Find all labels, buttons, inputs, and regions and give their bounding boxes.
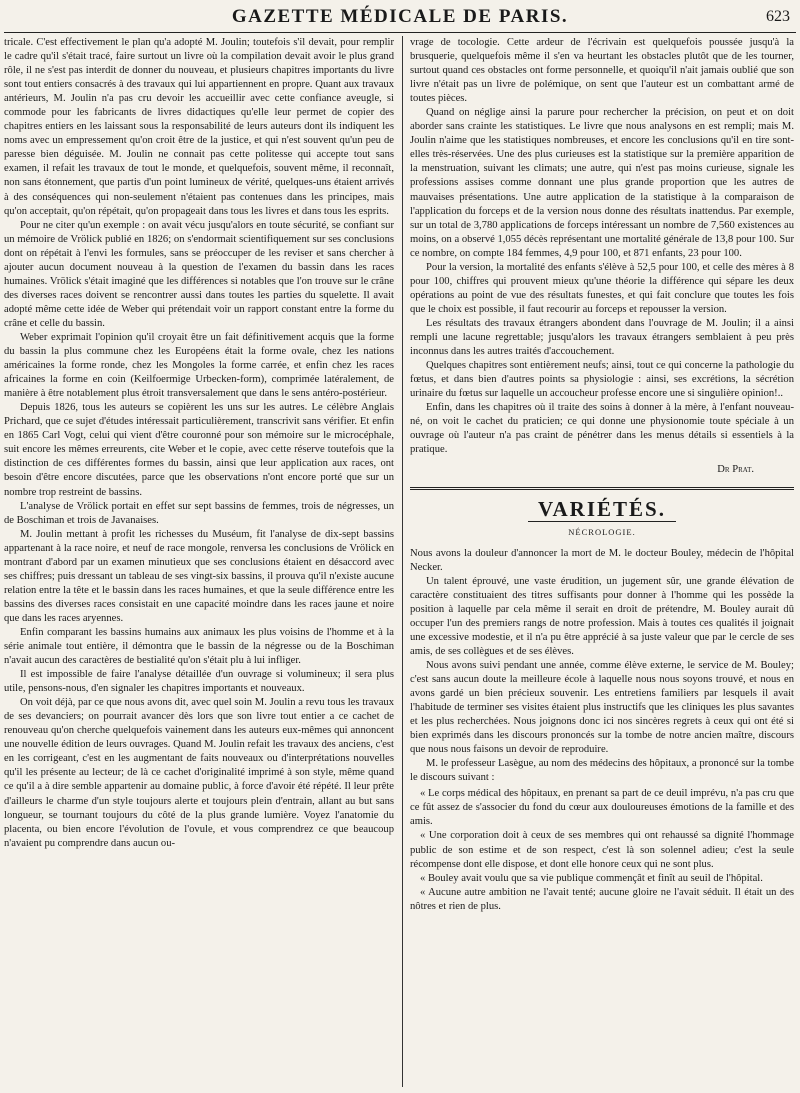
paragraph: Un talent éprouvé, une vaste érudition, un jugement sûr, une grande élévation de caractère constituaient des titres suffisants pour donner à l'homme qui les possède la position à laquelle par cela même il serait en droit de prétendre, M. Bouley aurait dû occuper l'un des premiers rangs de notre profession. Mais à toutes ces qualités il joignait une excessive modestie, et il n'a pu être apprécié à sa juste valeur que par le cercle de ses amis, de ses collègues et de ses élèves. (410, 575, 794, 657)
speech-paragraph: « Le corps médical des hôpitaux, en prenant sa part de ce deuil imprévu, n'a pas cru que ce fût assez de s'associer du fond du cœur aux douloureuses émotions de la famille et des amis. (410, 788, 794, 828)
paragraph: Weber exprimait l'opinion qu'il croyait être un fait définitivement acquis que la forme du bassin la plus commune chez les Européens était la forme ovale, chez les nations américaines la forme ronde, chez les Mongoles la forme carrée, et enfin chez les races africaines la forme en coin (Keilfoermige Urbecken-form), comprimée latéralement, de manière à être notablement plus étroit transversalement que dans le sens antéro-postérieur. (4, 331, 394, 400)
paragraph: M. Joulin mettant à profit les richesses du Muséum, fit l'analyse de dix-sept bassins appartenant à la race noire, et neuf de race mongole, renversa les conclusions de Vrölick en montrant d'abord par un examen minutieux que ses conclusions étaient en désaccord avec ses chiffres; puis dressant un tableau de ses vingt-six bassins, il prouva qu'il n'existe aucune relation entre la tête et le bassin dans les races humaines, et que la seule différence entre les bassins des diverses races consistait en une capacité moindre dans les races jaune et noire que dans les races aryennes. (4, 528, 394, 624)
paragraph: Pour ne citer qu'un exemple : on avait vécu jusqu'alors en toute sécurité, se confiant sur un mémoire de Vrölick publié en 1826; on s'endormait scientifiquement sur ses conclusions dont on répétait à l'envi les formules, sans se préoccuper de les reviser et sans chercher à ajouter aucun document nouveau à la question de l'examen du bassin dans les races humaines. Vrölick s'était imaginé que les différences si notables que l'on trouve sur le crâne des diverses races doivent se rencontrer aussi dans toutes les parties du squelette. Il avait adopté même cette idée de Weber qui prétendait voir un rapport constant entre la forme du crâne et celle du bassin. (4, 219, 394, 329)
paragraph: Pour la version, la mortalité des enfants s'élève à 52,5 pour 100, et celle des mères à 8 pour 100, chiffres qui prouvent mieux qu'une théorie la différence qui sépare les deux opérations au point de vue des résultats funestes, et qui fait conclure que toutes les fois que le choix est possible, il faut recourir au forceps et repousser la version. (410, 261, 794, 315)
speech-paragraph: « Une corporation doit à ceux de ses membres qui ont rehaussé sa dignité l'hommage public de son estime et de son respect, c'est là son solennel adieu; c'est la seule récompense dont elle dispose, et dont elle honore ceux qui ne sont plus. (410, 830, 794, 870)
speech-paragraph: « Bouley avait voulu que sa vie publique commençât et finît au seuil de l'hôpital. (420, 872, 763, 884)
paragraph: L'analyse de Vrölick portait en effet sur sept bassins de femmes, trois de négresses, un de Boschiman et trois de Javanaises. (4, 500, 394, 526)
paragraph: Nous avons suivi pendant une année, comme élève externe, le service de M. Bouley; c'est sans aucun doute la meilleure école à laquelle nous nous soyons trouvé, et nous en avons gardé un bien précieux souvenir. Les entretiens familiers par lesquels il avait l'habitude de terminer ses visites étaient plus instructifs que les cliniques les plus savantes et les plus recherchées. Nous joignons donc ici nos sincères regrets à ceux qui ont été si bien exprimés dans les discours prononcés sur la tombe de notre ancien maître, discours que nous nous faisons un devoir de reproduire. (410, 659, 794, 756)
section-separator (410, 487, 794, 490)
paragraph: Il est impossible de faire l'analyse détaillée d'un ouvrage si volumineux; il sera plus utile, pensons-nous, d'en signaler les chapitres importants et nouveaux. (4, 669, 394, 695)
right-column (410, 36, 794, 1087)
paragraph: Enfin, dans les chapitres où il traite des soins à donner à la mère, à l'enfant nouveau-né, on voit le cachet du praticien; ce qui donne une physionomie toute spéciale à un ouvrage où l'auteur n'a pas craint de pénétrer dans les menus détails si essentiels à la pratique. (410, 402, 794, 456)
column-rule (402, 36, 403, 1087)
paragraph: tricale. C'est effectivement le plan qu'a adopté M. Joulin; toutefois s'il devait, pour remplir le cadre qu'il s'était tracé, faire surtout un livre où la compilation devait avoir le plus grand rôle, il ne s'est pas interdit de donner du nouveau, et plusieurs chapitres importants du livre sont tout entiers consacrés à des travaux qui lui appartiennent en propre. Quant aux travaux antérieurs, M. Joulin n'a pas cru devoir les accueillir avec cette confiance aveugle, si commode pour les fabricants de livres didactiques qu'elle leur permet de copier des chapitres entiers en les laissant sous la responsabilité de leurs auteurs dont ils indiquent les noms avec un empressement qu'on croit être de la justice, et qui n'est souvent qu'un peu de paresse bien déguisée. M. Joulin ne connait pas cette politesse qui accepte tout sans examen, il refait les travaux de tout le monde, et quelquefois, souvent même, il reconnaît, non sans étonnement, que partis d'un point lumineux de vérité, quelques-uns étaient arrivés à des conséquences qui non-seulement n'étaient pas contenues dans les principes, mais qu'on acceptait, qu'on répétait, qu'on propageait dans tous les livres et dans tous les esprits. (4, 37, 394, 217)
paragraph: Quelques chapitres sont entièrement neufs; ainsi, tout ce qui concerne la pathologie du fœtus, et dans bien d'autres points sa physiologie : ainsi, ses excrétions, la sécrétion urinaire du fœtus sur laquelle un accoucheur professe encore une si singulière opinion!.. (410, 360, 794, 400)
paragraph: Depuis 1826, tous les auteurs se copièrent les uns sur les autres. Le célèbre Anglais Prichard, que ce sujet d'études intéressait particulièrement, transcrivit sans vérifier. Et enfin en 1865 Carl Vogt, celui qui vient d'être couronné pour son mémoire sur le microcéphale, suit encore les mêmes erreurents, cite Weber et le copie, avec cette réserve toutefois que la distinction de ces différentes formes du bassin, ainsi que leur application aux races, ont besoin d'être encore discutées, parce que les observations n'ont encore porté que sur un nombre trop restreint de bassins. (4, 402, 394, 498)
paragraph: On voit déjà, par ce que nous avons dit, avec quel soin M. Joulin a revu tous les travaux de ses devanciers; on pourrait avancer dès lors que son livre tout entier a ce cachet de renouveau qu'on cherche quelquefois vainement dans les auteurs eux-mêmes qui annoncent une nouvelle édition de leurs ouvrages. Quand M. Joulin refait les travaux des anciens, c'est en les corrigeant, c'est en les augmentant de faits nouveaux ou d'interprétations nouvelles qu'il les présente au lecteur; de là ce cachet d'originalité imprimé à son style, même quand ce qu'il a à dire semble appartenir au domaine public, à force d'avoir été répété. Il leur prête d'ailleurs le charme d'un style toujours alerte et toujours plein d'entrain, allant au but sans longueur, se tournant toujours du côté de la plus grande lumière. Voyez l'anatomie du placenta, ou bien encore l'évolution de l'ovule, et vous comprendrez ce que beaucoup n'avaient pu comprendre dans aucun ou- (4, 697, 394, 849)
speech-paragraph: « Aucune autre ambition ne l'avait tenté; aucune gloire ne l'avait séduit. Il était un des nôtres et rien de plus. (410, 886, 794, 912)
author-signature: Dr Prat. (717, 464, 754, 476)
section-title (410, 497, 794, 522)
paragraph: M. le professeur Lasègue, au nom des médecins des hôpitaux, a prononcé sur la tombe le discours suivant : (410, 758, 794, 784)
section-title-text: VARIÉTÉS. (528, 497, 676, 522)
journal-title: GAZETTE MÉDICALE DE PARIS. (231, 6, 569, 27)
paragraph: vrage de tocologie. Cette ardeur de l'écrivain est quelquefois poussée jusqu'à la brusquerie, quelquefois même il s'en va heurtant les obstacles plutôt que de les tourner, surtout quand ces obstacles ont forme personnelle, et quoiqu'il n'ait jamais oublié que son livre n'était pas un livre de polémique, on sent que l'auteur est un combattant armé de toutes pièces. (410, 37, 794, 105)
paragraph: Les résultats des travaux étrangers abondent dans l'ouvrage de M. Joulin; il a ainsi rempli une lacune regrettable; jusqu'alors les travaux étrangers semblaient à peu près inconnus dans les autres traités d'accouchement. (410, 317, 794, 358)
page-number: 623 (766, 8, 790, 25)
paragraph: Quand on néglige ainsi la parure pour rechercher la précision, on peut et on doit aborder sans crainte les statistiques. Le livre que nous analysons en est rempli; mais M. Joulin n'aime que les statistiques nombreuses, et encore les conclusions qu'il en tire sont-elles très-réservées. Une des plus curieuses est la statistique sur la première apparition de la menstruation, suivant les climats; une autre, qui n'est pas moins curieuse, signale les professions assises comme donnant une plus grande proportion que les autres de mauvaises présentations. Une autre application de la statistique à la comparaison de l'application du forceps et de la version nous donne des résultats inattendus. Par exemple, sur un total de 3,780 applications de forceps intéressant un nombre de 7,560 existences au moins, on a observé 1,055 décès représentant une mortalité générale de 13,8 pour 100. Sur ce nombre, on compte 184 femmes, 4,9 pour 100, et 871 enfants, 23 pour 100. (410, 107, 794, 259)
left-column (4, 36, 394, 1087)
subheading: NÉCROLOGIE. (568, 526, 636, 537)
paragraph: Nous avons la douleur d'annoncer la mort de M. le docteur Bouley, médecin de l'hôpital Necker. (410, 547, 794, 573)
paragraph: Enfin comparant les bassins humains aux animaux les plus voisins de l'homme et à la série animale tout entière, il démontra que le bassin de la négresse ou de la Boschiman n'avait aucun des caractères de bestialité qu'on s'était plu à lui infliger. (4, 626, 394, 667)
running-head (4, 2, 796, 33)
